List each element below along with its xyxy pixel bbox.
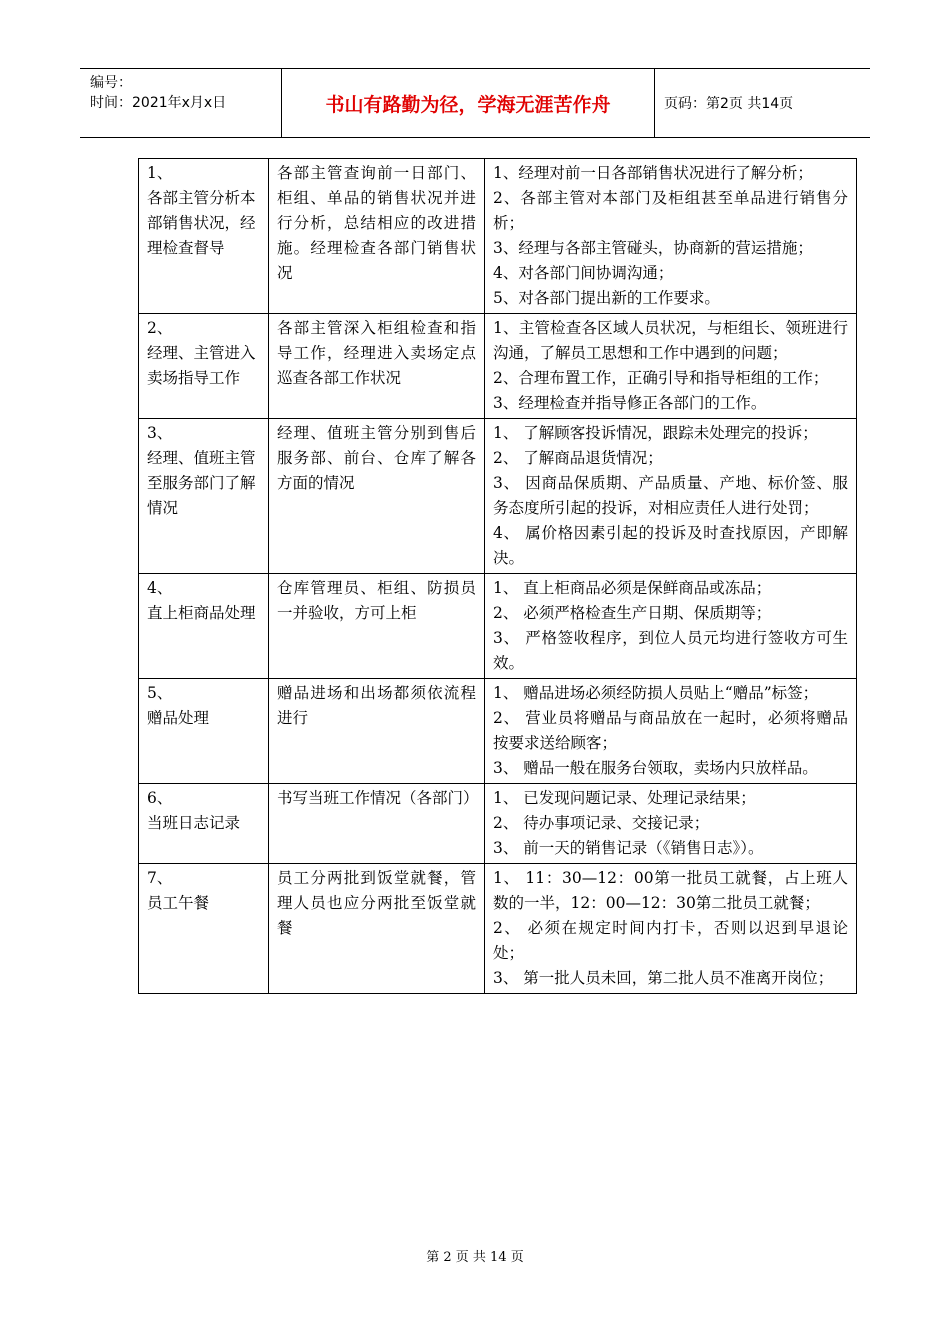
step-number: 4、 xyxy=(147,579,173,597)
detail-item: 4、 属价格因素引起的投诉及时查找原因，产即解决。 xyxy=(493,524,848,567)
detail-item: 1、主管检查各区域人员状况，与柜组长、领班进行沟通，了解员工思想和工作中遇到的问题； xyxy=(493,319,848,362)
step-title: 员工午餐 xyxy=(147,894,210,912)
detail-item: 2、各部主管对本部门及柜组甚至单品进行销售分析； xyxy=(493,189,848,232)
detail-item: 2、 了解商品退货情况； xyxy=(493,449,663,467)
step-cell xyxy=(139,784,269,864)
detail-item: 2、 待办事项记录、交接记录； xyxy=(493,814,710,832)
step-details xyxy=(485,784,857,864)
detail-item: 3、 因商品保质期、产品质量、产地、标价签、服务态度所引起的投诉，对相应责任人进行处罚； xyxy=(493,474,848,517)
step-number: 3、 xyxy=(147,424,173,442)
detail-item: 3、 严格签收程序，到位人员元均进行签收方可生效。 xyxy=(493,629,848,672)
step-number: 1、 xyxy=(147,164,173,182)
step-cell xyxy=(139,419,269,574)
step-details xyxy=(485,864,857,994)
detail-item: 3、经理与各部主管碰头，协商新的营运措施； xyxy=(493,239,813,257)
step-details xyxy=(485,419,857,574)
step-description: 书写当班工作情况（各部门） xyxy=(269,784,485,864)
step-title: 当班日志记录 xyxy=(147,814,241,832)
step-title: 各部主管分析本部销售状况，经理检查督导 xyxy=(147,189,256,257)
detail-item: 3、经理检查并指导修正各部门的工作。 xyxy=(493,394,767,412)
step-description: 经理、值班主管分别到售后服务部、前台、仓库了解各方面的情况 xyxy=(269,419,485,574)
step-number: 7、 xyxy=(147,869,173,887)
motto: 书山有路勤为径，学海无涯苦作舟 xyxy=(282,69,655,137)
detail-item: 1、 了解顾客投诉情况，跟踪未处理完的投诉； xyxy=(493,424,818,442)
detail-item: 2、合理布置工作，正确引导和指导柜组的工作； xyxy=(493,369,829,387)
step-title: 经理、主管进入卖场指导工作 xyxy=(147,344,256,387)
step-details xyxy=(485,574,857,679)
step-cell xyxy=(139,159,269,314)
step-description: 员工分两批到饭堂就餐，管理人员也应分两批至饭堂就餐 xyxy=(269,864,485,994)
step-cell xyxy=(139,574,269,679)
step-title: 赠品处理 xyxy=(147,709,210,727)
step-title: 直上柜商品处理 xyxy=(147,604,256,622)
detail-item: 3、 前一天的销售记录（《销售日志》）。 xyxy=(493,839,764,857)
table-row xyxy=(139,314,857,419)
table-row xyxy=(139,159,857,314)
page-info: 页码：第2页 共14页 xyxy=(664,96,794,112)
page-header xyxy=(80,68,870,138)
step-number: 2、 xyxy=(147,319,173,337)
procedure-table xyxy=(138,158,857,994)
step-cell xyxy=(139,679,269,784)
step-description: 各部主管深入柜组检查和指导工作，经理进入卖场定点巡查各部工作状况 xyxy=(269,314,485,419)
table-row xyxy=(139,784,857,864)
step-details xyxy=(485,679,857,784)
step-number: 5、 xyxy=(147,684,173,702)
time-label: 时间：2021年x月x日 xyxy=(90,95,227,111)
detail-item: 2、 必须严格检查生产日期、保质期等； xyxy=(493,604,772,622)
detail-item: 2、 营业员将赠品与商品放在一起时，必须将赠品按要求送给顾客； xyxy=(493,709,848,752)
detail-item: 1、经理对前一日各部销售状况进行了解分析； xyxy=(493,164,813,182)
detail-item: 1、 直上柜商品必须是保鲜商品或冻品； xyxy=(493,579,772,597)
step-cell xyxy=(139,314,269,419)
detail-item: 5、对各部门提出新的工作要求。 xyxy=(493,289,720,307)
detail-item: 1、 11：30—12：00第一批员工就餐，占上班人数的一半，12：00—12：30第二批员工就餐； xyxy=(493,869,848,912)
table-row xyxy=(139,679,857,784)
header-meta xyxy=(80,69,282,137)
detail-item: 3、 赠品一般在服务台领取，卖场内只放样品。 xyxy=(493,759,818,777)
number-label: 编号： xyxy=(90,75,132,91)
detail-item: 3、 第一批人员未回，第二批人员不准离开岗位； xyxy=(493,969,834,987)
detail-item: 4、对各部门间协调沟通； xyxy=(493,264,674,282)
step-description: 仓库管理员、柜组、防损员一并验收，方可上柜 xyxy=(269,574,485,679)
table-row xyxy=(139,574,857,679)
detail-item: 1、 已发现问题记录、处理记录结果； xyxy=(493,789,756,807)
step-details xyxy=(485,314,857,419)
step-cell xyxy=(139,864,269,994)
step-title: 经理、值班主管至服务部门了解情况 xyxy=(147,449,256,517)
step-description: 赠品进场和出场都须依流程进行 xyxy=(269,679,485,784)
step-details xyxy=(485,159,857,314)
table-row xyxy=(139,419,857,574)
detail-item: 2、 必须在规定时间内打卡，否则以迟到早退论处； xyxy=(493,919,848,962)
table-row xyxy=(139,864,857,994)
detail-item: 1、 赠品进场必须经防损人员贴上“赠品”标签； xyxy=(493,684,819,702)
step-number: 6、 xyxy=(147,789,173,807)
step-description: 各部主管查询前一日部门、柜组、单品的销售状况并进行分析，总结相应的改进措施。经理检查各部门销售状况 xyxy=(269,159,485,314)
page-footer: 第 2 页 共 14 页 xyxy=(426,1250,524,1265)
